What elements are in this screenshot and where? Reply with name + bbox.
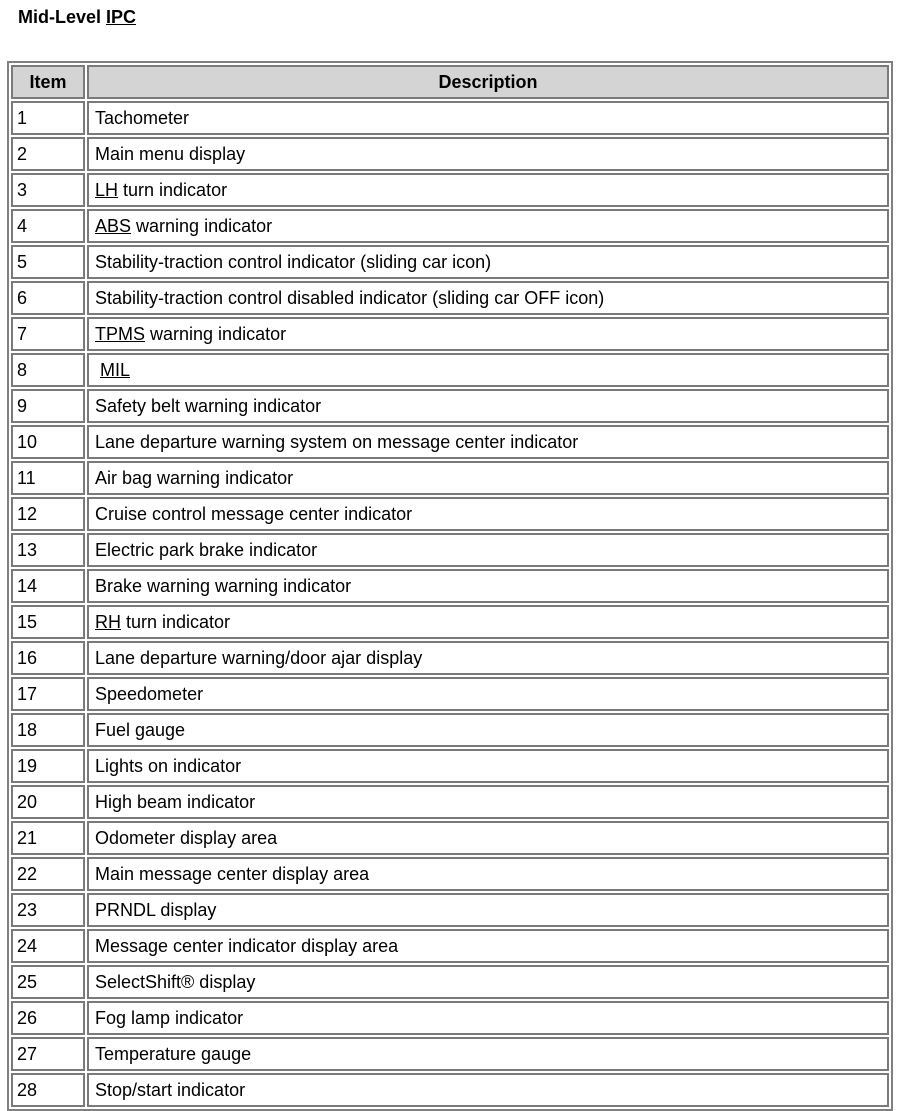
- description-cell: [87, 641, 889, 675]
- description-cell: [87, 425, 889, 459]
- description-cell: [87, 605, 889, 639]
- table-row: [11, 317, 889, 351]
- item-number-cell: 24: [11, 929, 85, 963]
- table-row: [11, 569, 889, 603]
- table-row: [11, 353, 889, 387]
- abbreviation-link[interactable]: RH: [95, 611, 121, 632]
- item-number-cell: 19: [11, 749, 85, 783]
- table-row: [11, 1073, 889, 1107]
- description-cell: [87, 389, 889, 423]
- description-text: Stability-traction control indicator (sliding car icon): [95, 251, 492, 272]
- item-number-cell: 22: [11, 857, 85, 891]
- page-title: [18, 7, 136, 28]
- description-cell: [87, 929, 889, 963]
- description-text: Electric park brake indicator: [95, 539, 318, 560]
- description-text: warning indicator: [145, 323, 287, 344]
- description-text: Brake warning warning indicator: [95, 575, 352, 596]
- table-row: [11, 929, 889, 963]
- description-text: turn indicator: [121, 611, 231, 632]
- abbreviation-link[interactable]: LH: [95, 179, 119, 200]
- description-cell: [87, 137, 889, 171]
- item-number-cell: 2: [11, 137, 85, 171]
- item-number-cell: 15: [11, 605, 85, 639]
- description-cell: [87, 1037, 889, 1071]
- item-number-cell: 23: [11, 893, 85, 927]
- item-number-cell: 27: [11, 1037, 85, 1071]
- description-cell: [87, 173, 889, 207]
- column-header-description: Description: [87, 65, 889, 99]
- item-number-cell: 21: [11, 821, 85, 855]
- description-cell: [87, 461, 889, 495]
- description-text: Lights on indicator: [95, 755, 242, 776]
- ipc-abbreviation-link[interactable]: IPC: [106, 7, 137, 27]
- description-text: Lane departure warning system on message center indicator: [95, 431, 579, 452]
- table-row: [11, 461, 889, 495]
- item-number-cell: 6: [11, 281, 85, 315]
- description-text: turn indicator: [118, 179, 228, 200]
- item-number-cell: 28: [11, 1073, 85, 1107]
- item-number-cell: 26: [11, 1001, 85, 1035]
- table-row: [11, 101, 889, 135]
- description-text: Speedometer: [95, 683, 204, 704]
- description-text: High beam indicator: [95, 791, 256, 812]
- description-cell: [87, 101, 889, 135]
- item-description-table: [7, 61, 893, 1111]
- description-text: Main message center display area: [95, 863, 370, 884]
- table-row: [11, 173, 889, 207]
- table-row: [11, 281, 889, 315]
- table-row: [11, 1001, 889, 1035]
- table-row: [11, 857, 889, 891]
- table-row: [11, 533, 889, 567]
- description-cell: [87, 893, 889, 927]
- table-row: [11, 713, 889, 747]
- description-cell: [87, 713, 889, 747]
- item-number-cell: 16: [11, 641, 85, 675]
- description-cell: [87, 965, 889, 999]
- item-number-cell: 1: [11, 101, 85, 135]
- description-cell: [87, 497, 889, 531]
- description-cell: [87, 821, 889, 855]
- item-number-cell: 25: [11, 965, 85, 999]
- abbreviation-link[interactable]: TPMS: [95, 323, 146, 344]
- description-cell: [87, 677, 889, 711]
- item-number-cell: 4: [11, 209, 85, 243]
- table-row: [11, 821, 889, 855]
- abbreviation-link[interactable]: MIL: [100, 359, 131, 380]
- table-header-row: [11, 65, 889, 99]
- description-text: Message center indicator display area: [95, 935, 399, 956]
- item-number-cell: 20: [11, 785, 85, 819]
- table-row: [11, 137, 889, 171]
- description-cell: [87, 281, 889, 315]
- description-text: Fog lamp indicator: [95, 1007, 244, 1028]
- item-number-cell: 11: [11, 461, 85, 495]
- item-number-cell: 12: [11, 497, 85, 531]
- description-text: Temperature gauge: [95, 1043, 252, 1064]
- description-cell: [87, 245, 889, 279]
- description-cell: [87, 209, 889, 243]
- item-number-cell: 8: [11, 353, 85, 387]
- item-number-cell: 5: [11, 245, 85, 279]
- item-number-cell: 7: [11, 317, 85, 351]
- description-text: Air bag warning indicator: [95, 467, 294, 488]
- description-text: Stop/start indicator: [95, 1079, 246, 1100]
- page-title-prefix: Mid-Level: [18, 7, 107, 27]
- table-row: [11, 245, 889, 279]
- table-row: [11, 209, 889, 243]
- description-text: Lane departure warning/door ajar display: [95, 647, 423, 668]
- table-row: [11, 425, 889, 459]
- item-number-cell: 3: [11, 173, 85, 207]
- item-number-cell: 18: [11, 713, 85, 747]
- table-row: [11, 1037, 889, 1071]
- description-text: Safety belt warning indicator: [95, 395, 322, 416]
- description-text: Odometer display area: [95, 827, 278, 848]
- item-number-cell: 10: [11, 425, 85, 459]
- description-text: PRNDL display: [95, 899, 217, 920]
- description-cell: [87, 1073, 889, 1107]
- table-row: [11, 605, 889, 639]
- table-row: [11, 965, 889, 999]
- item-number-cell: 17: [11, 677, 85, 711]
- table-row: [11, 389, 889, 423]
- description-cell: [87, 317, 889, 351]
- description-cell: [87, 749, 889, 783]
- description-text: Fuel gauge: [95, 719, 186, 740]
- table-row: [11, 785, 889, 819]
- item-number-cell: 14: [11, 569, 85, 603]
- description-cell: [87, 857, 889, 891]
- description-cell: [87, 533, 889, 567]
- description-text: Main menu display: [95, 143, 246, 164]
- description-cell: [87, 785, 889, 819]
- table-row: [11, 677, 889, 711]
- description-text: SelectShift® display: [95, 971, 256, 992]
- description-cell: [87, 1001, 889, 1035]
- column-header-item: Item: [11, 65, 85, 99]
- table-row: [11, 641, 889, 675]
- description-text: Tachometer: [95, 107, 190, 128]
- abbreviation-link[interactable]: ABS: [95, 215, 132, 236]
- table-row: [11, 497, 889, 531]
- description-cell: [87, 353, 889, 387]
- table-row: [11, 893, 889, 927]
- description-cell: [87, 569, 889, 603]
- item-number-cell: 9: [11, 389, 85, 423]
- table-body: [11, 101, 889, 1107]
- description-text: Stability-traction control disabled indicator (sliding car OFF icon): [95, 287, 605, 308]
- description-text: warning indicator: [131, 215, 273, 236]
- item-number-cell: 13: [11, 533, 85, 567]
- table-row: [11, 749, 889, 783]
- description-text: Cruise control message center indicator: [95, 503, 413, 524]
